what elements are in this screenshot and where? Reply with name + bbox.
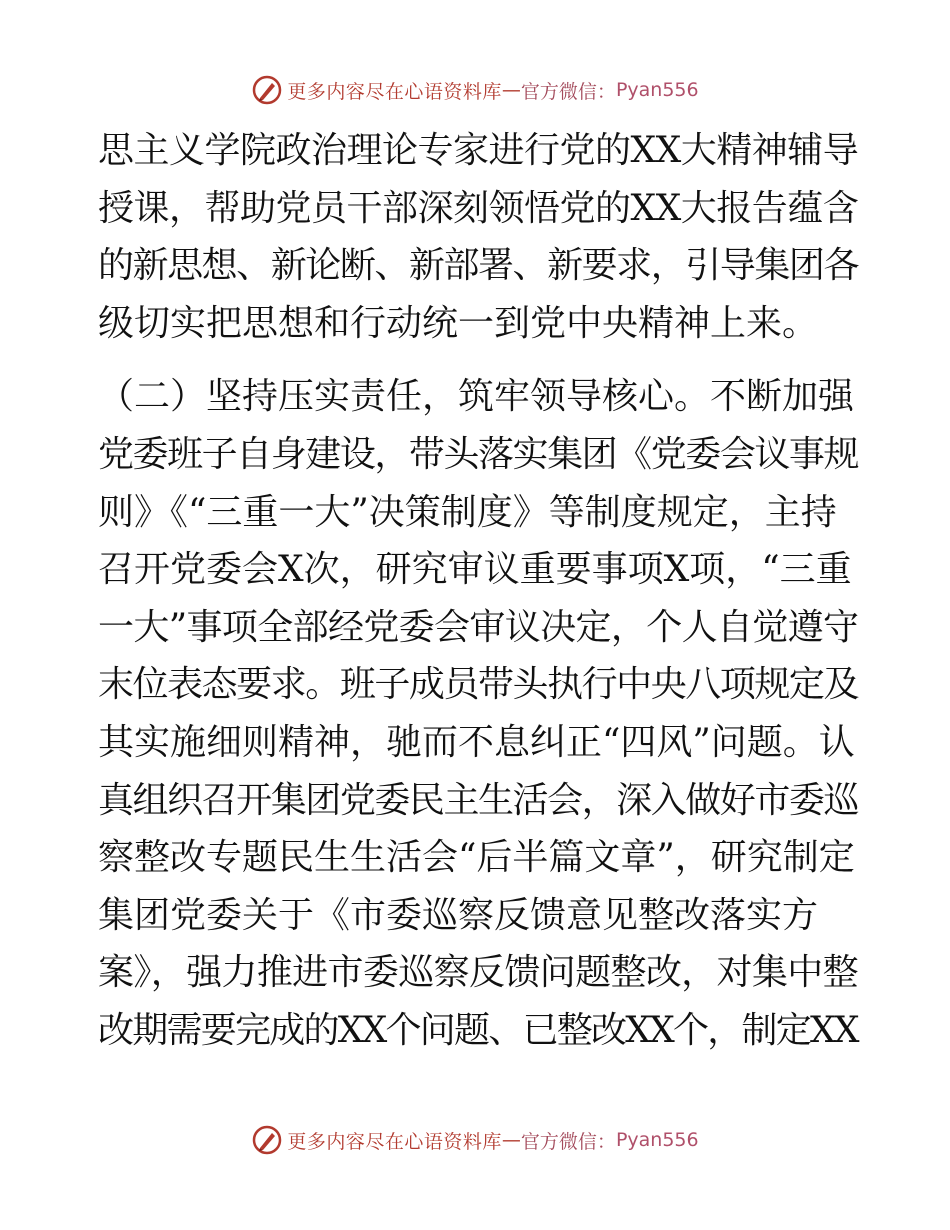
text-line: 集团党委关于《市委巡察反馈意见整改落实方 [98,894,819,936]
text-line: 改期需要完成的XX个问题、已整改XX个，制定XX [98,1009,858,1051]
watermark-wechat-id: Pyan556 [615,1129,699,1151]
text-line: 真组织召开集团党委民主生活会，深入做好市委巡 [98,779,859,821]
footer-watermark [0,1120,950,1160]
text-line: 末位表态要求。班子成员带头执行中央八项规定及 [98,664,859,706]
watermark-dash: — [501,1129,521,1151]
header-watermark [0,70,950,110]
text-line: 一大”事项全部经党委会审议决定，个人自觉遵守 [98,606,859,648]
text-line: 党委班子自身建设，带头落实集团《党委会议事规 [98,433,859,475]
text-line: 察整改专题民生生活会“后半篇文章”，研究制定 [98,837,855,879]
document-body [98,122,858,1060]
watermark-wechat-id: Pyan556 [615,79,699,101]
text-line: 其实施细则精神，驰而不息纠正“四风”问题。认 [98,721,855,763]
text-line: 召开党委会X次，研究审议重要事项X项，“三重 [98,549,852,591]
watermark-brand-text: 更多内容尽在心语资料库 [287,80,502,103]
pen-circle-logo-icon [251,74,283,106]
text-line: 的新思想、新论断、新部署、新要求，引导集团各 [98,245,859,287]
text-line: 授课，帮助党员干部深刻领悟党的XX大报告蕴含 [98,187,859,229]
watermark-official-label: 官方微信： [520,1130,616,1153]
text-line: 则》《“三重一大”决策制度》等制度规定，主持 [98,491,837,533]
watermark-official-label: 官方微信： [520,80,616,103]
section-heading-line: （二）坚持压实责任，筑牢领导核心。不断加强 [98,376,855,418]
pen-circle-logo-icon [251,1124,283,1156]
text-line: 思主义学院政治理论专家进行党的XX大精神辅导 [98,130,859,171]
text-line: 级切实把思想和行动统一到党中央精神上来。 [98,302,819,344]
text-line: 案》，强力推进市委巡察反馈问题整改，对集中整 [98,952,859,994]
watermark-dash: — [501,79,521,101]
watermark-brand-text: 更多内容尽在心语资料库 [287,1130,502,1153]
